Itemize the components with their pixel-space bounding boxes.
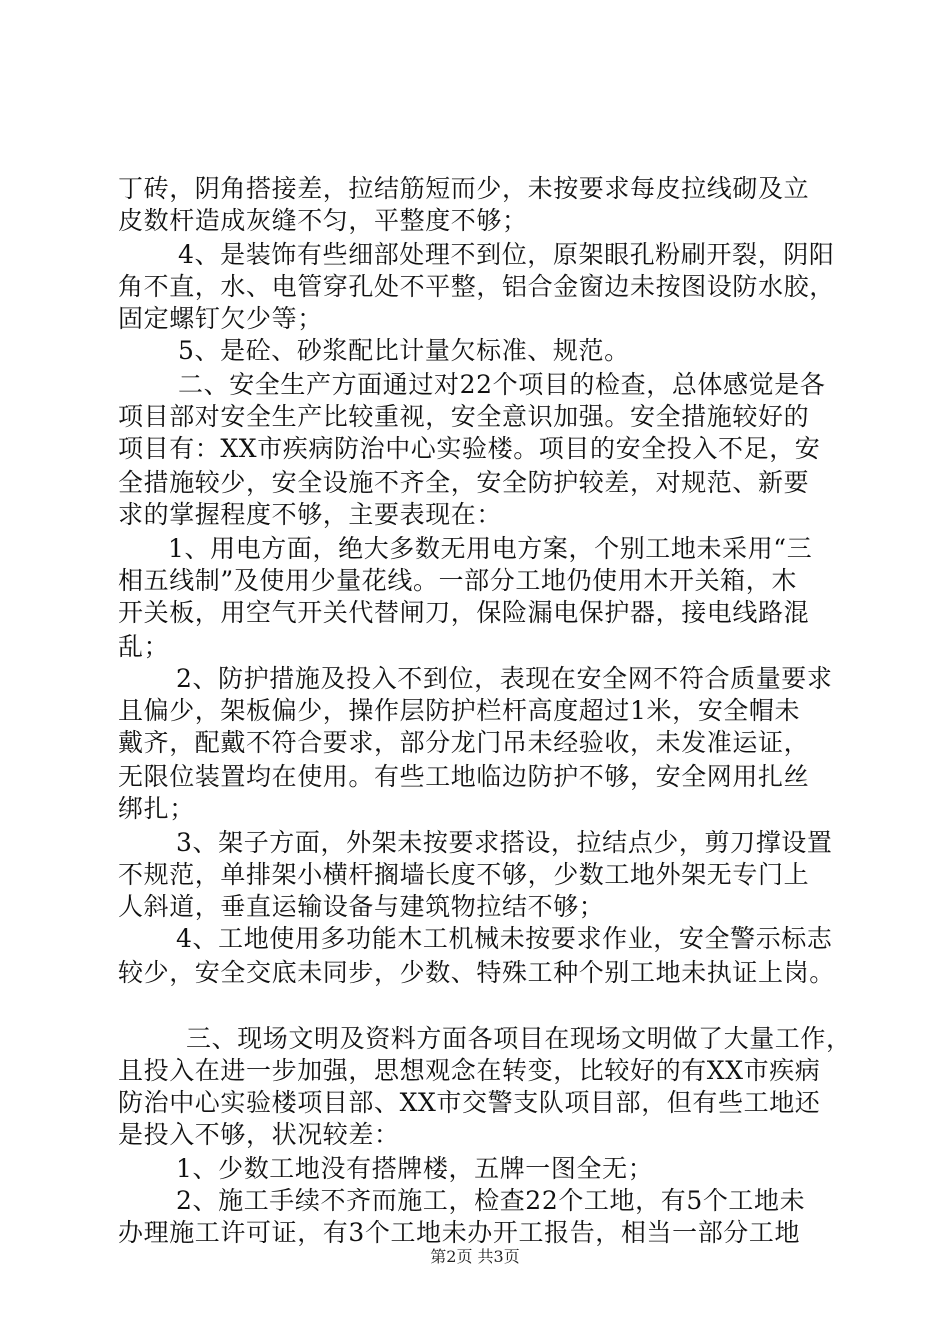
text-line: 且投入在进一步加强，思想观念在转变，比较好的有XX市疾病 — [118, 1056, 821, 1085]
text-line: 人斜道，垂直运输设备与建筑物拉结不够； — [118, 892, 605, 921]
text-line: 皮数杆造成灰缝不匀，平整度不够； — [118, 206, 528, 235]
text-line: 项目部对安全生产比较重视，安全意识加强。安全措施较好的 — [118, 402, 810, 431]
text-line: 较少，安全交底未同步，少数、特殊工种个别工地未执证上岗。 — [118, 958, 835, 987]
text-line: 不规范，单排架小横杆搁墙长度不够，少数工地外架无专门上 — [118, 860, 810, 889]
text-line: 二、安全生产方面通过对22个项目的检查，总体感觉是各 — [178, 370, 826, 399]
text-line: 三、现场文明及资料方面各项目在现场文明做了大量工作， — [186, 1024, 852, 1053]
text-line: 办理施工许可证，有3个工地未办开工报告，相当一部分工地 — [118, 1218, 801, 1247]
text-line: 5、是砼、砂浆配比计量欠标准、规范。 — [178, 336, 630, 365]
text-line: 相五线制”及使用少量花线。一部分工地仍使用木开关箱，木 — [118, 566, 797, 595]
text-line: 戴齐，配戴不符合要求，部分龙门吊未经验收，未发准运证， — [118, 728, 810, 757]
text-line: 4、是装饰有些细部处理不到位，原架眼孔粉刷开裂，阴阳 — [178, 240, 835, 269]
text-line: 是投入不够，状况较差： — [118, 1120, 400, 1149]
text-line: 4、工地使用多功能木工机械未按要求作业，安全警示标志 — [176, 924, 833, 953]
text-line: 2、施工手续不齐而施工，检查22个工地，有5个工地未 — [176, 1186, 806, 1215]
text-line: 且偏少，架板偏少，操作层防护栏杆高度超过1米，安全帽未 — [118, 696, 801, 725]
text-line: 1、少数工地没有搭牌楼，五牌一图全无； — [176, 1154, 654, 1183]
text-line: 固定螺钉欠少等； — [118, 304, 323, 333]
text-line: 全措施较少，安全设施不齐全，安全防护较差，对规范、新要 — [118, 468, 810, 497]
text-line: 项目有：XX市疾病防治中心实验楼。项目的安全投入不足，安 — [118, 434, 821, 463]
text-line: 绑扎； — [118, 794, 195, 823]
text-line: 2、防护措施及投入不到位，表现在安全网不符合质量要求 — [176, 664, 833, 693]
text-line: 开关板，用空气开关代替闸刀，保险漏电保护器，接电线路混 — [118, 598, 810, 627]
text-line: 无限位装置均在使用。有些工地临边防护不够，安全网用扎丝 — [118, 762, 810, 791]
text-line: 乱； — [118, 632, 170, 661]
text-line: 求的掌握程度不够，主要表现在： — [118, 500, 503, 529]
text-line: 丁砖，阴角搭接差，拉结筋短而少，未按要求每皮拉线砌及立 — [118, 174, 810, 203]
text-line: 3、架子方面，外架未按要求搭设，拉结点少，剪刀撑设置 — [176, 828, 833, 857]
text-line: 角不直，水、电管穿孔处不平整，铝合金窗边未按图设防水胶， — [118, 272, 835, 301]
text-line: 1、用电方面，绝大多数无用电方案，个别工地未采用“三 — [168, 534, 813, 563]
text-line: 防治中心实验楼项目部、XX市交警支队项目部，但有些工地还 — [118, 1088, 821, 1117]
page-number-footer: 第2页 共3页 — [430, 1247, 520, 1266]
